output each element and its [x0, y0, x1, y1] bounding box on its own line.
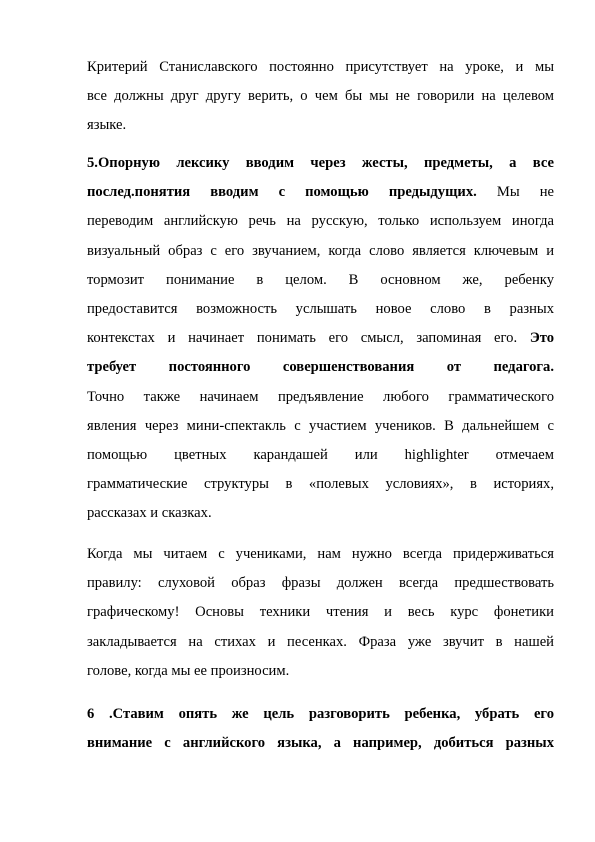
text-line: языке.	[87, 117, 127, 134]
text-line: грамматические структуры в «полевых условиях», в историях,	[87, 476, 554, 493]
text-line: Критерий Станиславского постоянно присутствует на уроке, и мы	[87, 59, 554, 75]
text-line: предоставится возможность услышать новое слово в разных	[87, 300, 554, 317]
text-line: закладывается на стихах и песенках. Фраза уже звучит в нашей	[87, 633, 554, 650]
text-line: все должны друг другу верить, о чем бы мы не говорили на целевом	[87, 88, 554, 105]
text-line: явления через мини-спектакль с участием учеников. В дальнейшем с	[87, 417, 554, 434]
text-line: голове, когда мы ее произносим.	[87, 662, 290, 679]
paragraph-point-5	[87, 149, 554, 528]
text-line: рассказах и сказках.	[87, 505, 212, 522]
paragraph-reading	[87, 540, 554, 686]
text-line: Когда мы читаем с учениками, нам нужно всегда придерживаться	[87, 546, 554, 562]
text-line: помощью цветных карандашей или highlighter отмечаем	[87, 446, 554, 463]
text-line: Точно также начинаем предъявление любого грамматического	[87, 388, 554, 405]
text-line: переводим английскую речь на русскую, только используем иногда	[87, 213, 554, 230]
text-line-mixed	[87, 178, 554, 207]
text-line-mixed	[87, 324, 554, 353]
text-line-bold: 6 .Ставим опять же цель разговорить ребенка, убрать его	[87, 706, 554, 722]
text-line: правилу: слуховой образ фразы должен всегда предшествовать	[87, 575, 554, 592]
paragraph-stanislavsky	[87, 53, 554, 141]
text-line: визуальный образ с его звучанием, когда слово является ключевым и	[87, 242, 554, 259]
text-line: графическому! Основы техники чтения и весь курс фонетики	[87, 604, 554, 621]
normal-fragment: Мы не	[476, 184, 554, 201]
normal-fragment: контекстах и начинает понимать его смысл, запоминая его.	[87, 330, 530, 347]
text-line: тормозит понимание в целом. В основном же, ребенку	[87, 271, 554, 288]
bold-fragment: Это	[529, 330, 554, 347]
text-line-bold: 5.Опорную лексику вводим через жесты, предметы, а все	[87, 155, 554, 171]
paragraph-point-6	[87, 700, 554, 758]
text-line-bold: требует постоянного совершенствования от педагога.	[87, 359, 554, 376]
bold-fragment: послед.понятия вводим с помощью предыдущих.	[87, 184, 477, 201]
text-line-bold: внимание с английского языка, а например, добиться разных	[87, 735, 554, 752]
